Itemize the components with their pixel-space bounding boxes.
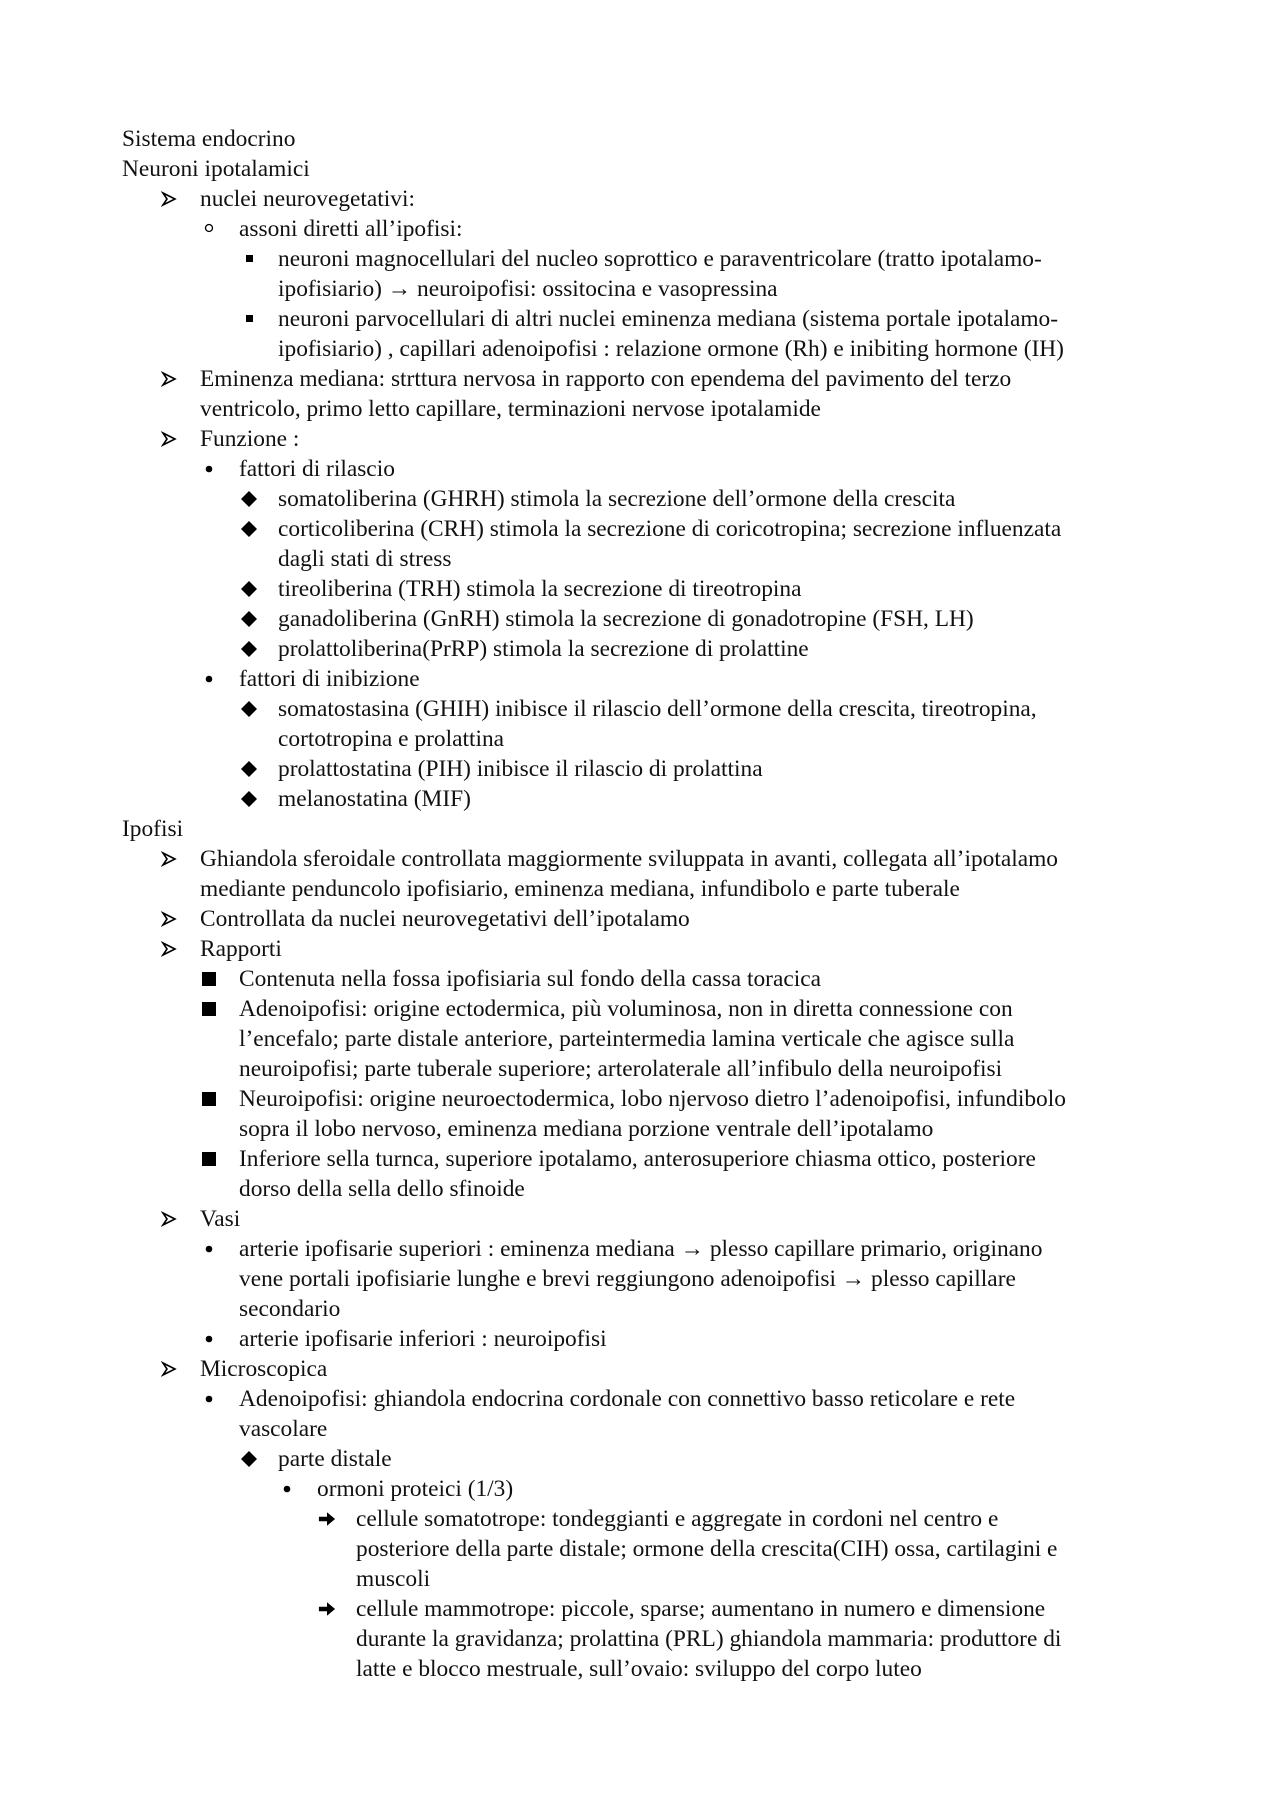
doc-line — [0, 664, 1280, 694]
section-title: Ipofisi — [122, 816, 184, 842]
doc-line — [0, 604, 1280, 634]
circle-bullet-icon — [200, 214, 218, 244]
doc-line — [0, 304, 1280, 334]
doc-line — [0, 1474, 1280, 1504]
dot-bullet-icon — [200, 1234, 218, 1264]
diamond-bullet-icon — [240, 574, 258, 604]
doc-line — [0, 1174, 1280, 1204]
section-title: Neuroni ipotalamici — [122, 156, 310, 182]
doc-line — [0, 904, 1280, 934]
list-item-text: ormoni proteici (1/3) — [317, 1476, 514, 1502]
diamond-bullet-icon — [240, 514, 258, 544]
list-item-text: Neuroipofisi: origine neuroectodermica, lobo njervoso dietro l’adenoipofisi, infundibolo — [239, 1086, 1066, 1112]
dot-bullet-icon — [200, 1324, 218, 1354]
list-item-text: Controllata da nuclei neurovegetativi dell’ipotalamo — [200, 906, 690, 932]
doc-line — [0, 1444, 1280, 1474]
bold-arrow-bullet-icon — [318, 1504, 336, 1534]
dot-bullet-icon — [278, 1474, 296, 1504]
list-item-text-continued: sopra il lobo nervoso, eminenza mediana porzione ventrale dell’ipotalamo — [239, 1116, 934, 1142]
doc-line — [0, 1204, 1280, 1234]
list-item-text: parte distale — [278, 1446, 392, 1472]
doc-line — [0, 154, 1280, 184]
list-item-text: neuroni parvocellulari di altri nuclei eminenza mediana (sistema portale ipotalamo- — [278, 306, 1059, 332]
doc-line — [0, 544, 1280, 574]
doc-line — [0, 814, 1280, 844]
doc-line — [0, 454, 1280, 484]
square-bullet-icon — [200, 994, 218, 1024]
square-bullet-icon — [200, 1144, 218, 1174]
diamond-bullet-icon — [240, 1444, 258, 1474]
list-item-text: tireoliberina (TRH) stimola la secrezione di tireotropina — [278, 576, 802, 602]
arrowhead-bullet-icon — [160, 904, 178, 934]
list-item-text-continued: mediante penduncolo ipofisiario, eminenza mediana, infundibolo e parte tuberale — [200, 876, 960, 902]
list-item-text-continued: cortotropina e prolattina — [278, 726, 505, 752]
doc-line — [0, 124, 1280, 154]
arrowhead-bullet-icon — [160, 844, 178, 874]
list-item-text: Adenoipofisi: ghiandola endocrina cordonale con connettivo basso reticolare e rete — [239, 1386, 1016, 1412]
bold-arrow-bullet-icon — [318, 1594, 336, 1624]
doc-line — [0, 1564, 1280, 1594]
list-item-text: somatoliberina (GHRH) stimola la secrezione dell’ormone della crescita — [278, 486, 956, 512]
list-item-text: corticoliberina (CRH) stimola la secrezione di coricotropina; secrezione influenzata — [278, 516, 1062, 542]
list-item-text: cellule mammotrope: piccole, sparse; aumentano in numero e dimensione — [356, 1596, 1046, 1622]
list-item-text-continued: neuroipofisi; parte tuberale superiore; arterolaterale all’infibulo della neuroipofisi — [239, 1056, 1003, 1082]
section-title: Sistema endocrino — [122, 126, 296, 152]
list-item-text: Ghiandola sferoidale controllata maggiormente sviluppata in avanti, collegata all’ipotalamo — [200, 846, 1059, 872]
list-item-text-continued: dorso della sella dello sfinoide — [239, 1176, 525, 1202]
list-item-text: prolattoliberina(PrRP) stimola la secrezione di prolattine — [278, 636, 809, 662]
small-square-bullet-icon — [240, 304, 258, 334]
doc-line — [0, 1414, 1280, 1444]
doc-line — [0, 1354, 1280, 1384]
doc-line — [0, 514, 1280, 544]
doc-line — [0, 1624, 1280, 1654]
list-item-text: Microscopica — [200, 1356, 328, 1382]
list-item-text: arterie ipofisarie inferiori : neuroipofisi — [239, 1326, 607, 1352]
list-item-text: Adenoipofisi: origine ectodermica, più voluminosa, non in diretta connessione con — [239, 996, 1013, 1022]
list-item-text-continued: muscoli — [356, 1566, 431, 1592]
list-item-text: melanostatina (MIF) — [278, 786, 471, 812]
doc-line — [0, 1144, 1280, 1174]
doc-line — [0, 874, 1280, 904]
diamond-bullet-icon — [240, 484, 258, 514]
arrowhead-bullet-icon — [160, 364, 178, 394]
doc-line — [0, 994, 1280, 1024]
doc-line — [0, 184, 1280, 214]
list-item-text: assoni diretti all’ipofisi: — [239, 216, 463, 242]
list-item-text: Rapporti — [200, 936, 282, 962]
list-item-text: Funzione : — [200, 426, 300, 452]
doc-line — [0, 1384, 1280, 1414]
square-bullet-icon — [200, 964, 218, 994]
doc-line — [0, 1084, 1280, 1114]
diamond-bullet-icon — [240, 754, 258, 784]
arrowhead-bullet-icon — [160, 1204, 178, 1234]
list-item-text-continued: durante la gravidanza; prolattina (PRL) ghiandola mammaria: produttore di — [356, 1626, 1062, 1652]
doc-line — [0, 634, 1280, 664]
small-square-bullet-icon — [240, 244, 258, 274]
doc-line — [0, 1234, 1280, 1264]
diamond-bullet-icon — [240, 604, 258, 634]
doc-line — [0, 754, 1280, 784]
arrowhead-bullet-icon — [160, 1354, 178, 1384]
doc-line — [0, 934, 1280, 964]
doc-line — [0, 1594, 1280, 1624]
list-item-text: Vasi — [200, 1206, 241, 1232]
doc-line — [0, 364, 1280, 394]
list-item-text: Contenuta nella fossa ipofisiaria sul fondo della cassa toracica — [239, 966, 821, 992]
list-item-text: Eminenza mediana: strttura nervosa in rapporto con ependema del pavimento del terzo — [200, 366, 1012, 392]
doc-line — [0, 424, 1280, 454]
list-item-text-continued: vascolare — [239, 1416, 328, 1442]
diamond-bullet-icon — [240, 784, 258, 814]
list-item-text-continued: l’encefalo; parte distale anteriore, parteintermedia lamina verticale che agisce sulla — [239, 1026, 1015, 1052]
arrowhead-bullet-icon — [160, 184, 178, 214]
doc-line — [0, 394, 1280, 424]
list-item-text: Inferiore sella turnca, superiore ipotalamo, anterosuperiore chiasma ottico, posteriore — [239, 1146, 1036, 1172]
doc-line — [0, 694, 1280, 724]
list-item-text: arterie ipofisarie superiori : eminenza mediana → plesso capillare primario, originano — [239, 1236, 1043, 1262]
list-item-text: somatostasina (GHIH) inibisce il rilascio dell’ormone della crescita, tireotropina, — [278, 696, 1037, 722]
dot-bullet-icon — [200, 664, 218, 694]
doc-line — [0, 214, 1280, 244]
list-item-text: fattori di rilascio — [239, 456, 395, 482]
dot-bullet-icon — [200, 1384, 218, 1414]
diamond-bullet-icon — [240, 694, 258, 724]
dot-bullet-icon — [200, 454, 218, 484]
list-item-text: cellule somatotrope: tondeggianti e aggregate in cordoni nel centro e — [356, 1506, 999, 1532]
list-item-text-continued: latte e blocco mestruale, sull’ovaio: sviluppo del corpo luteo — [356, 1656, 922, 1682]
list-item-text-continued: secondario — [239, 1296, 341, 1322]
doc-line — [0, 1534, 1280, 1564]
list-item-text-continued: ipofisiario) → neuroipofisi: ossitocina e vasopressina — [278, 276, 778, 302]
doc-line — [0, 244, 1280, 274]
arrowhead-bullet-icon — [160, 424, 178, 454]
list-item-text-continued: dagli stati di stress — [278, 546, 452, 572]
doc-line — [0, 274, 1280, 304]
doc-line — [0, 1264, 1280, 1294]
doc-line — [0, 334, 1280, 364]
doc-line — [0, 964, 1280, 994]
doc-line — [0, 844, 1280, 874]
doc-line — [0, 1054, 1280, 1084]
list-item-text: fattori di inibizione — [239, 666, 420, 692]
list-item-text-continued: vene portali ipofisiarie lunghe e brevi reggiungono adenoipofisi → plesso capillare — [239, 1266, 1016, 1292]
doc-line — [0, 1504, 1280, 1534]
doc-line — [0, 574, 1280, 604]
doc-line — [0, 484, 1280, 514]
list-item-text: neuroni magnocellulari del nucleo soprottico e paraventricolare (tratto ipotalamo- — [278, 246, 1042, 272]
list-item-text: prolattostatina (PIH) inibisce il rilascio di prolattina — [278, 756, 763, 782]
diamond-bullet-icon — [240, 634, 258, 664]
list-item-text-continued: ipofisiario) , capillari adenoipofisi : relazione ormone (Rh) e inibiting hormone (IH) — [278, 336, 1064, 362]
doc-line — [0, 1324, 1280, 1354]
doc-line — [0, 724, 1280, 754]
doc-line — [0, 1294, 1280, 1324]
list-item-text: ganadoliberina (GnRH) stimola la secrezione di gonadotropine (FSH, LH) — [278, 606, 974, 632]
arrowhead-bullet-icon — [160, 934, 178, 964]
doc-line — [0, 1024, 1280, 1054]
doc-line — [0, 1114, 1280, 1144]
list-item-text-continued: ventricolo, primo letto capillare, terminazioni nervose ipotalamide — [200, 396, 821, 422]
doc-line — [0, 784, 1280, 814]
square-bullet-icon — [200, 1084, 218, 1114]
list-item-text-continued: posteriore della parte distale; ormone della crescita(CIH) ossa, cartilagini e — [356, 1536, 1058, 1562]
doc-line — [0, 1654, 1280, 1684]
list-item-text: nuclei neurovegetativi: — [200, 186, 415, 212]
